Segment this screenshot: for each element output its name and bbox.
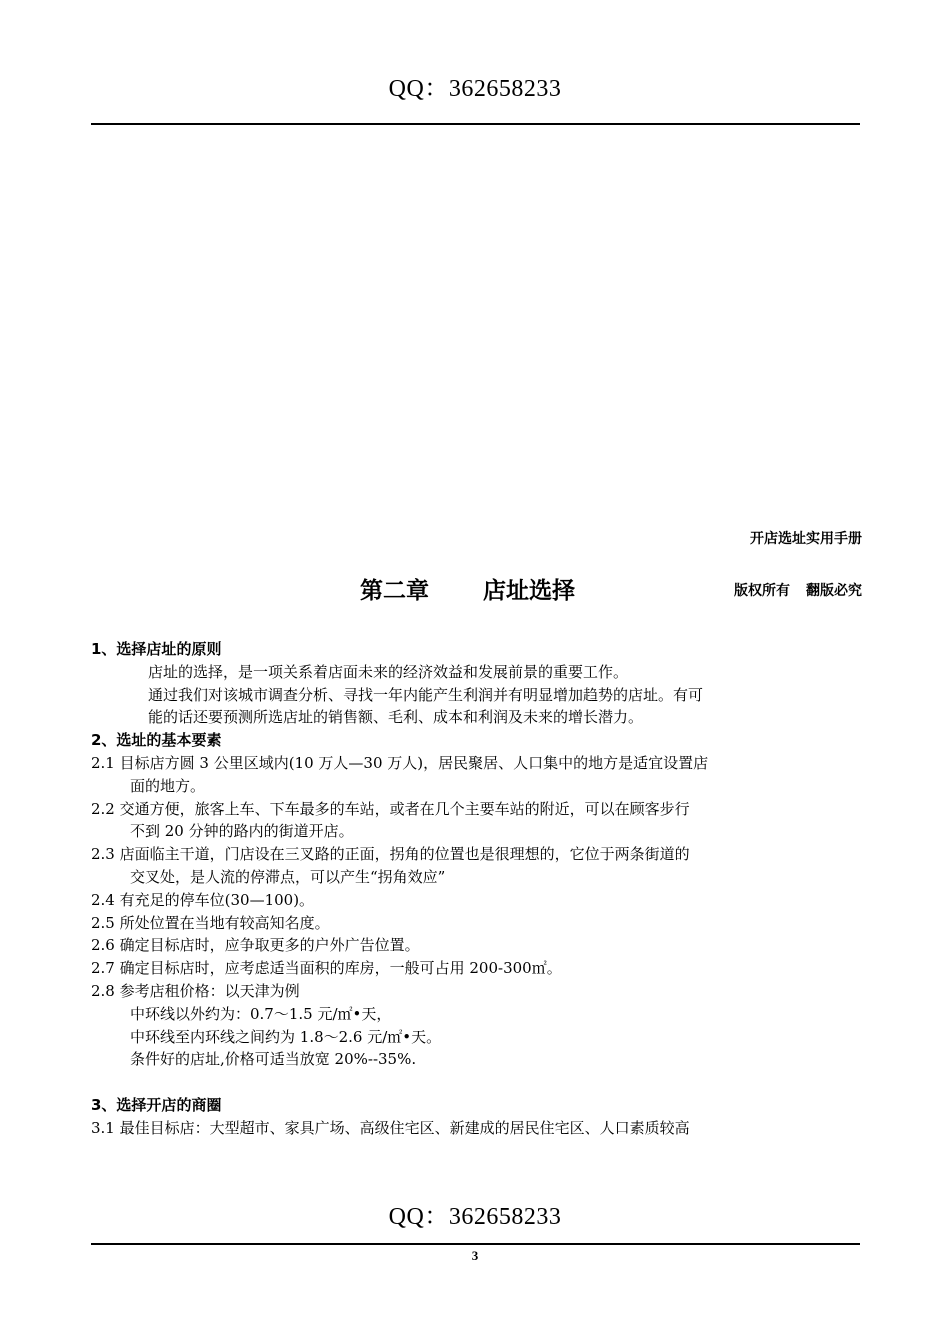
list-item: 2.3 店面临主干道，门店设在三叉路的正面，拐角的位置也是很理想的，它位于两条街道的 [91,845,690,864]
copyright-notice [734,580,862,600]
paragraph: 通过我们对该城市调查分析、寻找一年内能产生利润并有明显增加趋势的店址。有可 [148,685,704,704]
list-item: 2.4 有充足的停车位(30—100)。 [91,890,315,909]
paragraph: 能的话还要预测所选店址的销售额、毛利、成本和利润及未来的增长潜力。 [148,708,644,727]
copyright-a: 版权所有 [734,583,790,599]
list-item: 2.2 交通方便，旅客上车、下车最多的车站，或者在几个主要车站的附近，可以在顾客步行 [91,799,690,818]
paragraph: 店址的选择，是一项关系着店面未来的经济效益和发展前景的重要工作。 [148,662,629,681]
list-item-continuation: 面的地方。 [130,776,206,795]
chapter-number: 第二章 [360,578,429,604]
footer-rule [91,1243,860,1245]
list-item: 2.5 所处位置在当地有较高知名度。 [91,913,330,932]
header-qq: QQ：362658233 [388,76,562,102]
list-item: 2.6 确定目标店时，应争取更多的户外广告位置。 [91,936,420,955]
chapter-title: 店址选择 [483,578,575,604]
list-item: 2.1 目标店方圆 3 公里区域内(10 万人—30 万人)，居民聚居、人口集中的地方是适宜设置店 [91,753,709,772]
chapter-heading [360,572,575,605]
manual-title: 开店选址实用手册 [750,531,862,547]
list-item: 3.1 最佳目标店：大型超市、家具广场、高级住宅区、新建成的居民住宅区、人口素质较高 [91,1118,690,1137]
section-1-heading: 1、选择店址的原则 [91,640,222,658]
rent-line: 中环线至内环线之间约为 1.8～2.6 元/㎡•天。 [130,1027,442,1046]
section-2-heading: 2、选址的基本要素 [91,731,222,750]
spacer [91,1071,861,1094]
header-rule [91,123,860,125]
copyright-b: 翻版必究 [806,583,862,599]
document-body [91,638,861,1140]
section-3-heading: 3、选择开店的商圈 [91,1095,222,1114]
list-item: 2.8 参考店租价格：以天津为例 [91,981,300,1000]
page-number: 3 [471,1248,479,1263]
rent-line: 条件好的店址,价格可适当放宽 20%--35%. [130,1050,417,1069]
list-item: 2.7 确定目标店时，应考虑适当面积的库房，一般可占用 200-300㎡。 [91,959,562,978]
list-item-continuation: 交叉处，是人流的停滞点，可以产生“拐角效应” [130,867,446,886]
list-item-continuation: 不到 20 分钟的路内的街道开店。 [130,822,354,841]
footer-qq: QQ：362658233 [388,1204,562,1230]
rent-line: 中环线以外约为：0.7～1.5 元/㎡•天， [130,1004,392,1023]
